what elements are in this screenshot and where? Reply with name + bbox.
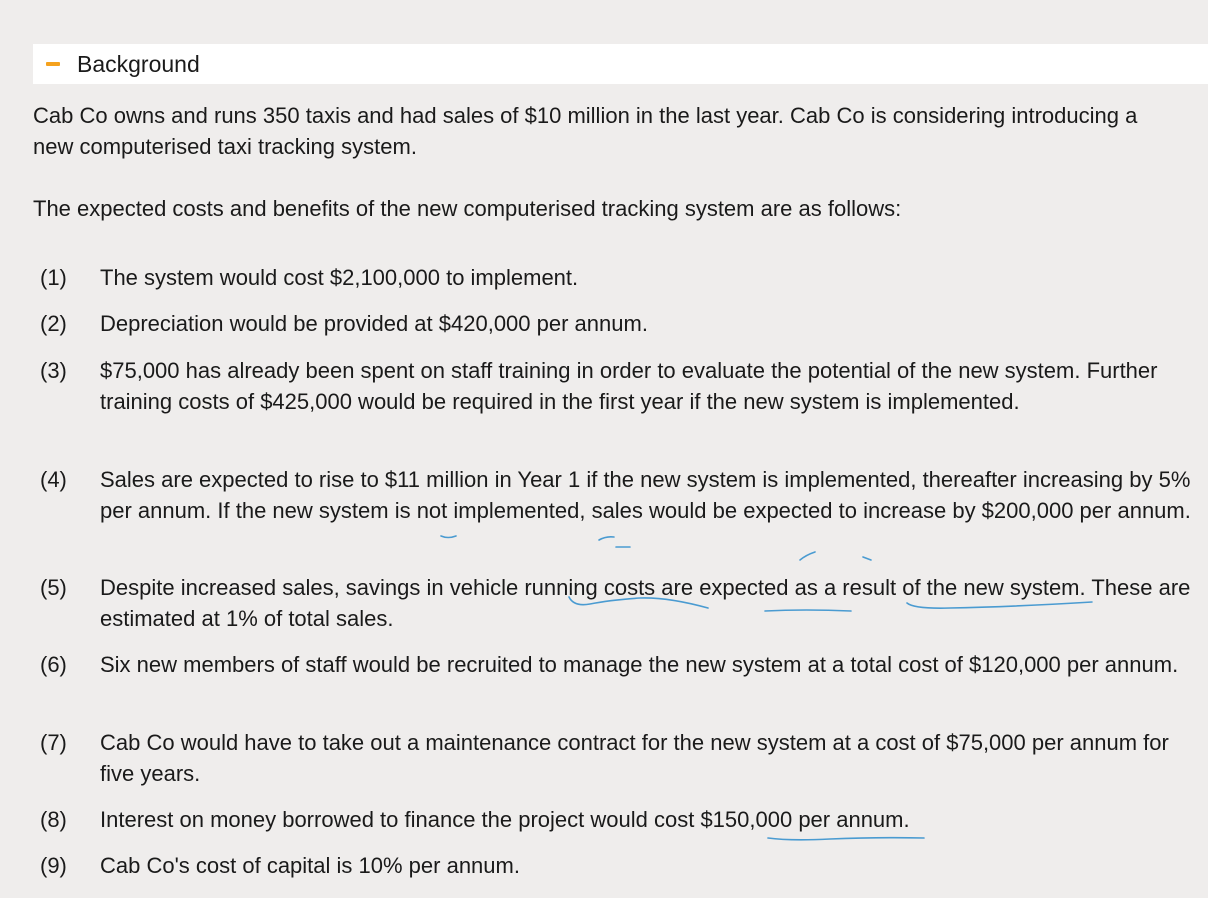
item-number: (1) bbox=[40, 265, 67, 290]
item-text: Sales are expected to rise to $11 million in Year 1 if the new system is implemented, thereafter increasing by 5% per annum. If the new system is not implemented, sales would be expected to increase by $200,000 per annum. bbox=[100, 467, 1191, 523]
item-number: (8) bbox=[40, 807, 67, 832]
lead-paragraph: The expected costs and benefits of the new computerised tracking system are as follows: bbox=[33, 196, 902, 221]
list-item-3 bbox=[40, 355, 1200, 417]
item-number: (9) bbox=[40, 853, 67, 878]
item-text: Cab Co would have to take out a maintenance contract for the new system at a cost of $75,000 per annum for five years. bbox=[100, 730, 1169, 786]
list-item-6 bbox=[40, 649, 1200, 680]
item-text: $75,000 has already been spent on staff training in order to evaluate the potential of the new system. Further training costs of $425,000 would be required in the first year if the new system is implemented. bbox=[100, 358, 1158, 414]
item-text: Six new members of staff would be recruited to manage the new system at a total cost of $120,000 per annum. bbox=[100, 652, 1179, 677]
annotation-stroke bbox=[768, 838, 924, 840]
item-number: (3) bbox=[40, 358, 67, 383]
item-number: (2) bbox=[40, 311, 67, 336]
item-text: Despite increased sales, savings in vehicle running costs are expected as a result of the new system. These are estimated at 1% of total sales. bbox=[100, 575, 1191, 631]
list-item-7 bbox=[40, 727, 1200, 789]
list-item-5 bbox=[40, 572, 1200, 634]
list-item-1 bbox=[40, 262, 1200, 293]
background-section-header[interactable] bbox=[33, 44, 1208, 84]
section-title: Background bbox=[77, 50, 200, 77]
item-number: (7) bbox=[40, 730, 67, 755]
list-item-2 bbox=[40, 308, 1200, 339]
item-text: The system would cost $2,100,000 to implement. bbox=[100, 265, 579, 290]
list-item-8 bbox=[40, 804, 1200, 835]
list-item-4 bbox=[40, 464, 1200, 526]
annotation-stroke bbox=[800, 552, 815, 560]
annotation-stroke bbox=[441, 536, 456, 538]
item-text: Depreciation would be provided at $420,000 per annum. bbox=[100, 311, 648, 336]
intro-paragraph: Cab Co owns and runs 350 taxis and had sales of $10 million in the last year. Cab Co is considering introducing a new computerised taxi tracking system. bbox=[33, 103, 1138, 159]
annotation-stroke bbox=[863, 557, 871, 560]
annotation-stroke bbox=[599, 537, 614, 540]
item-number: (4) bbox=[40, 467, 67, 492]
item-number: (6) bbox=[40, 652, 67, 677]
collapse-minus-icon[interactable] bbox=[46, 62, 60, 66]
list-item-9 bbox=[40, 850, 1200, 881]
item-number: (5) bbox=[40, 575, 67, 600]
item-text: Cab Co's cost of capital is 10% per annum. bbox=[100, 853, 520, 878]
item-text: Interest on money borrowed to finance the project would cost $150,000 per annum. bbox=[100, 807, 910, 832]
